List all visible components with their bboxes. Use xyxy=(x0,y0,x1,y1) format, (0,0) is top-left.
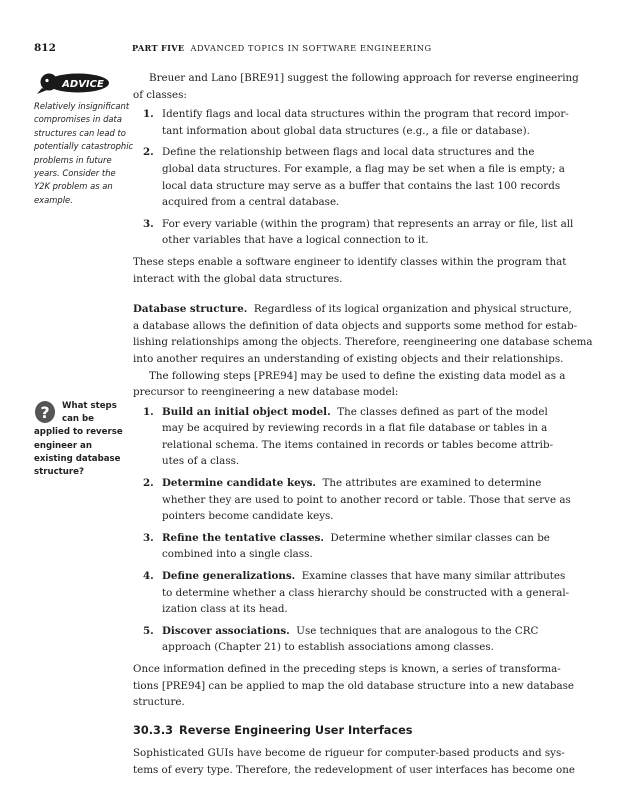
following-paragraph xyxy=(133,368,566,401)
text-line: The attributes are examined to determine xyxy=(322,477,542,490)
item-title: Define generalizations. xyxy=(162,570,296,583)
text-line: into another requires an understanding of existing objects and their relationships. xyxy=(133,352,564,365)
database-paragraph xyxy=(133,301,593,367)
item-number: 1. xyxy=(143,108,154,121)
question-line: can be xyxy=(62,414,94,425)
text-line: The following steps [PRE94] may be used to define the existing data model as a xyxy=(149,369,566,382)
advice-badge-icon xyxy=(34,70,112,96)
item-title: Discover associations. xyxy=(162,624,290,637)
text-line: tions [PRE94] can be applied to map the old database structure into a new database xyxy=(133,679,574,692)
summary-paragraph xyxy=(133,254,567,287)
text-line: Examine classes that have many similar attributes xyxy=(301,570,566,583)
text-line: pointers become candidate keys. xyxy=(162,510,334,523)
text-line: acquired from a central database. xyxy=(162,196,340,209)
class-steps-list xyxy=(133,106,574,249)
list-item xyxy=(133,144,565,210)
text-line: Use techniques that are analogous to the CRC xyxy=(296,624,539,637)
text-line: tems of every type. Therefore, the redevelopment of user interfaces has become one xyxy=(133,763,575,776)
page-number: 812 xyxy=(34,42,56,54)
advice-badge xyxy=(34,70,126,96)
item-number: 3. xyxy=(143,217,154,230)
text-line: Sophisticated GUIs have become de rigueur for computer-based products and sys- xyxy=(133,747,565,760)
text-line: Breuer and Lano [BRE91] suggest the following approach for reverse engineering xyxy=(149,72,579,84)
list-item xyxy=(133,475,571,525)
text-line: whether they are used to point to another record or table. Those that serve as xyxy=(162,493,571,506)
list-item xyxy=(133,106,569,139)
text-line: For every variable (within the program) that represents an array or file, list all xyxy=(162,217,574,230)
run-in-heading: Database structure. xyxy=(133,303,248,316)
text-line: precursor to reengineering a new database model: xyxy=(133,386,399,399)
text-line: interact with the global data structures. xyxy=(133,272,343,285)
advice-line: compromises in data xyxy=(34,114,122,125)
text-line: utes of a class. xyxy=(162,455,240,468)
list-item xyxy=(133,530,553,563)
advice-sidebar xyxy=(34,70,134,207)
list-item xyxy=(133,216,574,249)
text-line: other variables that have a logical connection to it. xyxy=(162,234,429,247)
text-line: relational schema. The items contained in records or tables become attrib- xyxy=(162,438,554,451)
svg-text:?: ? xyxy=(40,403,50,422)
text-line: to determine whether a class hierarchy should be constructed with a general- xyxy=(162,586,570,599)
text-line: Once information defined in the preceding steps is known, a series of transforma- xyxy=(133,663,561,675)
question-line: structure? xyxy=(34,467,84,478)
advice-label: ADVICE xyxy=(62,79,104,90)
gui-paragraph xyxy=(133,745,575,778)
part-number: PART FIVE xyxy=(132,43,185,53)
list-item xyxy=(133,404,553,470)
text-line: of classes: xyxy=(133,88,187,101)
advice-line: structures can lead to xyxy=(34,127,126,138)
section-heading xyxy=(133,723,553,740)
item-number: 5. xyxy=(143,624,154,637)
part-label xyxy=(132,43,432,53)
text-line: combined into a single class. xyxy=(162,548,313,561)
text-line: ization class at its head. xyxy=(162,603,288,616)
advice-line: years. Consider the xyxy=(34,168,116,179)
text-line: approach (Chapter 21) to establish associations among classes. xyxy=(162,641,494,654)
text-line: Define the relationship between flags and local data structures and the xyxy=(162,146,535,159)
text-line: lishing relationships among the objects. Therefore, reengineering one database schema xyxy=(133,336,593,349)
database-steps-list xyxy=(133,404,571,656)
text-line: These steps enable a software engineer to identify classes within the program that xyxy=(133,255,567,268)
text-line: Determine whether similar classes can be xyxy=(330,531,550,544)
question-sidebar xyxy=(34,400,126,479)
intro-paragraph xyxy=(133,70,579,103)
text-line: tant information about global data structures (e.g., a file or database). xyxy=(162,124,530,137)
item-number: 4. xyxy=(143,570,154,583)
section-title: Reverse Engineering User Interfaces xyxy=(179,723,413,737)
transformation-paragraph xyxy=(133,661,574,711)
text-line: a database allows the definition of data objects and supports some method for estab- xyxy=(133,319,578,332)
section-number: 30.3.3 xyxy=(133,723,174,737)
question-line: applied to reverse xyxy=(34,427,123,438)
advice-line: example. xyxy=(34,194,73,205)
question-line: engineer an xyxy=(34,440,92,451)
item-title: Build an initial object model. xyxy=(162,405,331,418)
part-title: ADVANCED TOPICS IN SOFTWARE ENGINEERING xyxy=(190,43,432,53)
question-line: existing database xyxy=(34,453,121,464)
text-line: structure. xyxy=(133,696,185,709)
advice-line: Relatively insignificant xyxy=(34,101,130,111)
item-number: 3. xyxy=(143,531,154,544)
item-number: 2. xyxy=(143,477,154,490)
text-line: may be acquired by reviewing records in a flat file database or tables in a xyxy=(162,422,548,435)
advice-line: Y2K problem as an xyxy=(34,181,113,192)
advice-line: problems in future xyxy=(34,154,112,165)
text-line: Identify flags and local data structures within the program that record impor- xyxy=(162,108,569,121)
item-title: Refine the tentative classes. xyxy=(162,531,324,544)
question-mark-icon xyxy=(34,400,56,424)
advice-note xyxy=(34,100,134,207)
advice-line: potentially catastrophic xyxy=(34,141,134,152)
list-item xyxy=(133,568,570,618)
question-line: What steps xyxy=(62,401,117,411)
item-number: 2. xyxy=(143,146,154,159)
list-item xyxy=(133,623,553,656)
item-title: Determine candidate keys. xyxy=(162,477,316,490)
text-line: The classes defined as part of the model xyxy=(337,405,548,418)
running-header xyxy=(34,42,594,56)
main-text xyxy=(133,70,593,779)
text-line: Regardless of its logical organization and physical structure, xyxy=(253,303,572,316)
item-number: 1. xyxy=(143,405,154,418)
text-line: local data structure may serve as a buffer that contains the last 100 records xyxy=(162,179,561,192)
text-line: global data structures. For example, a flag may be set when a file is empty; a xyxy=(162,162,565,175)
